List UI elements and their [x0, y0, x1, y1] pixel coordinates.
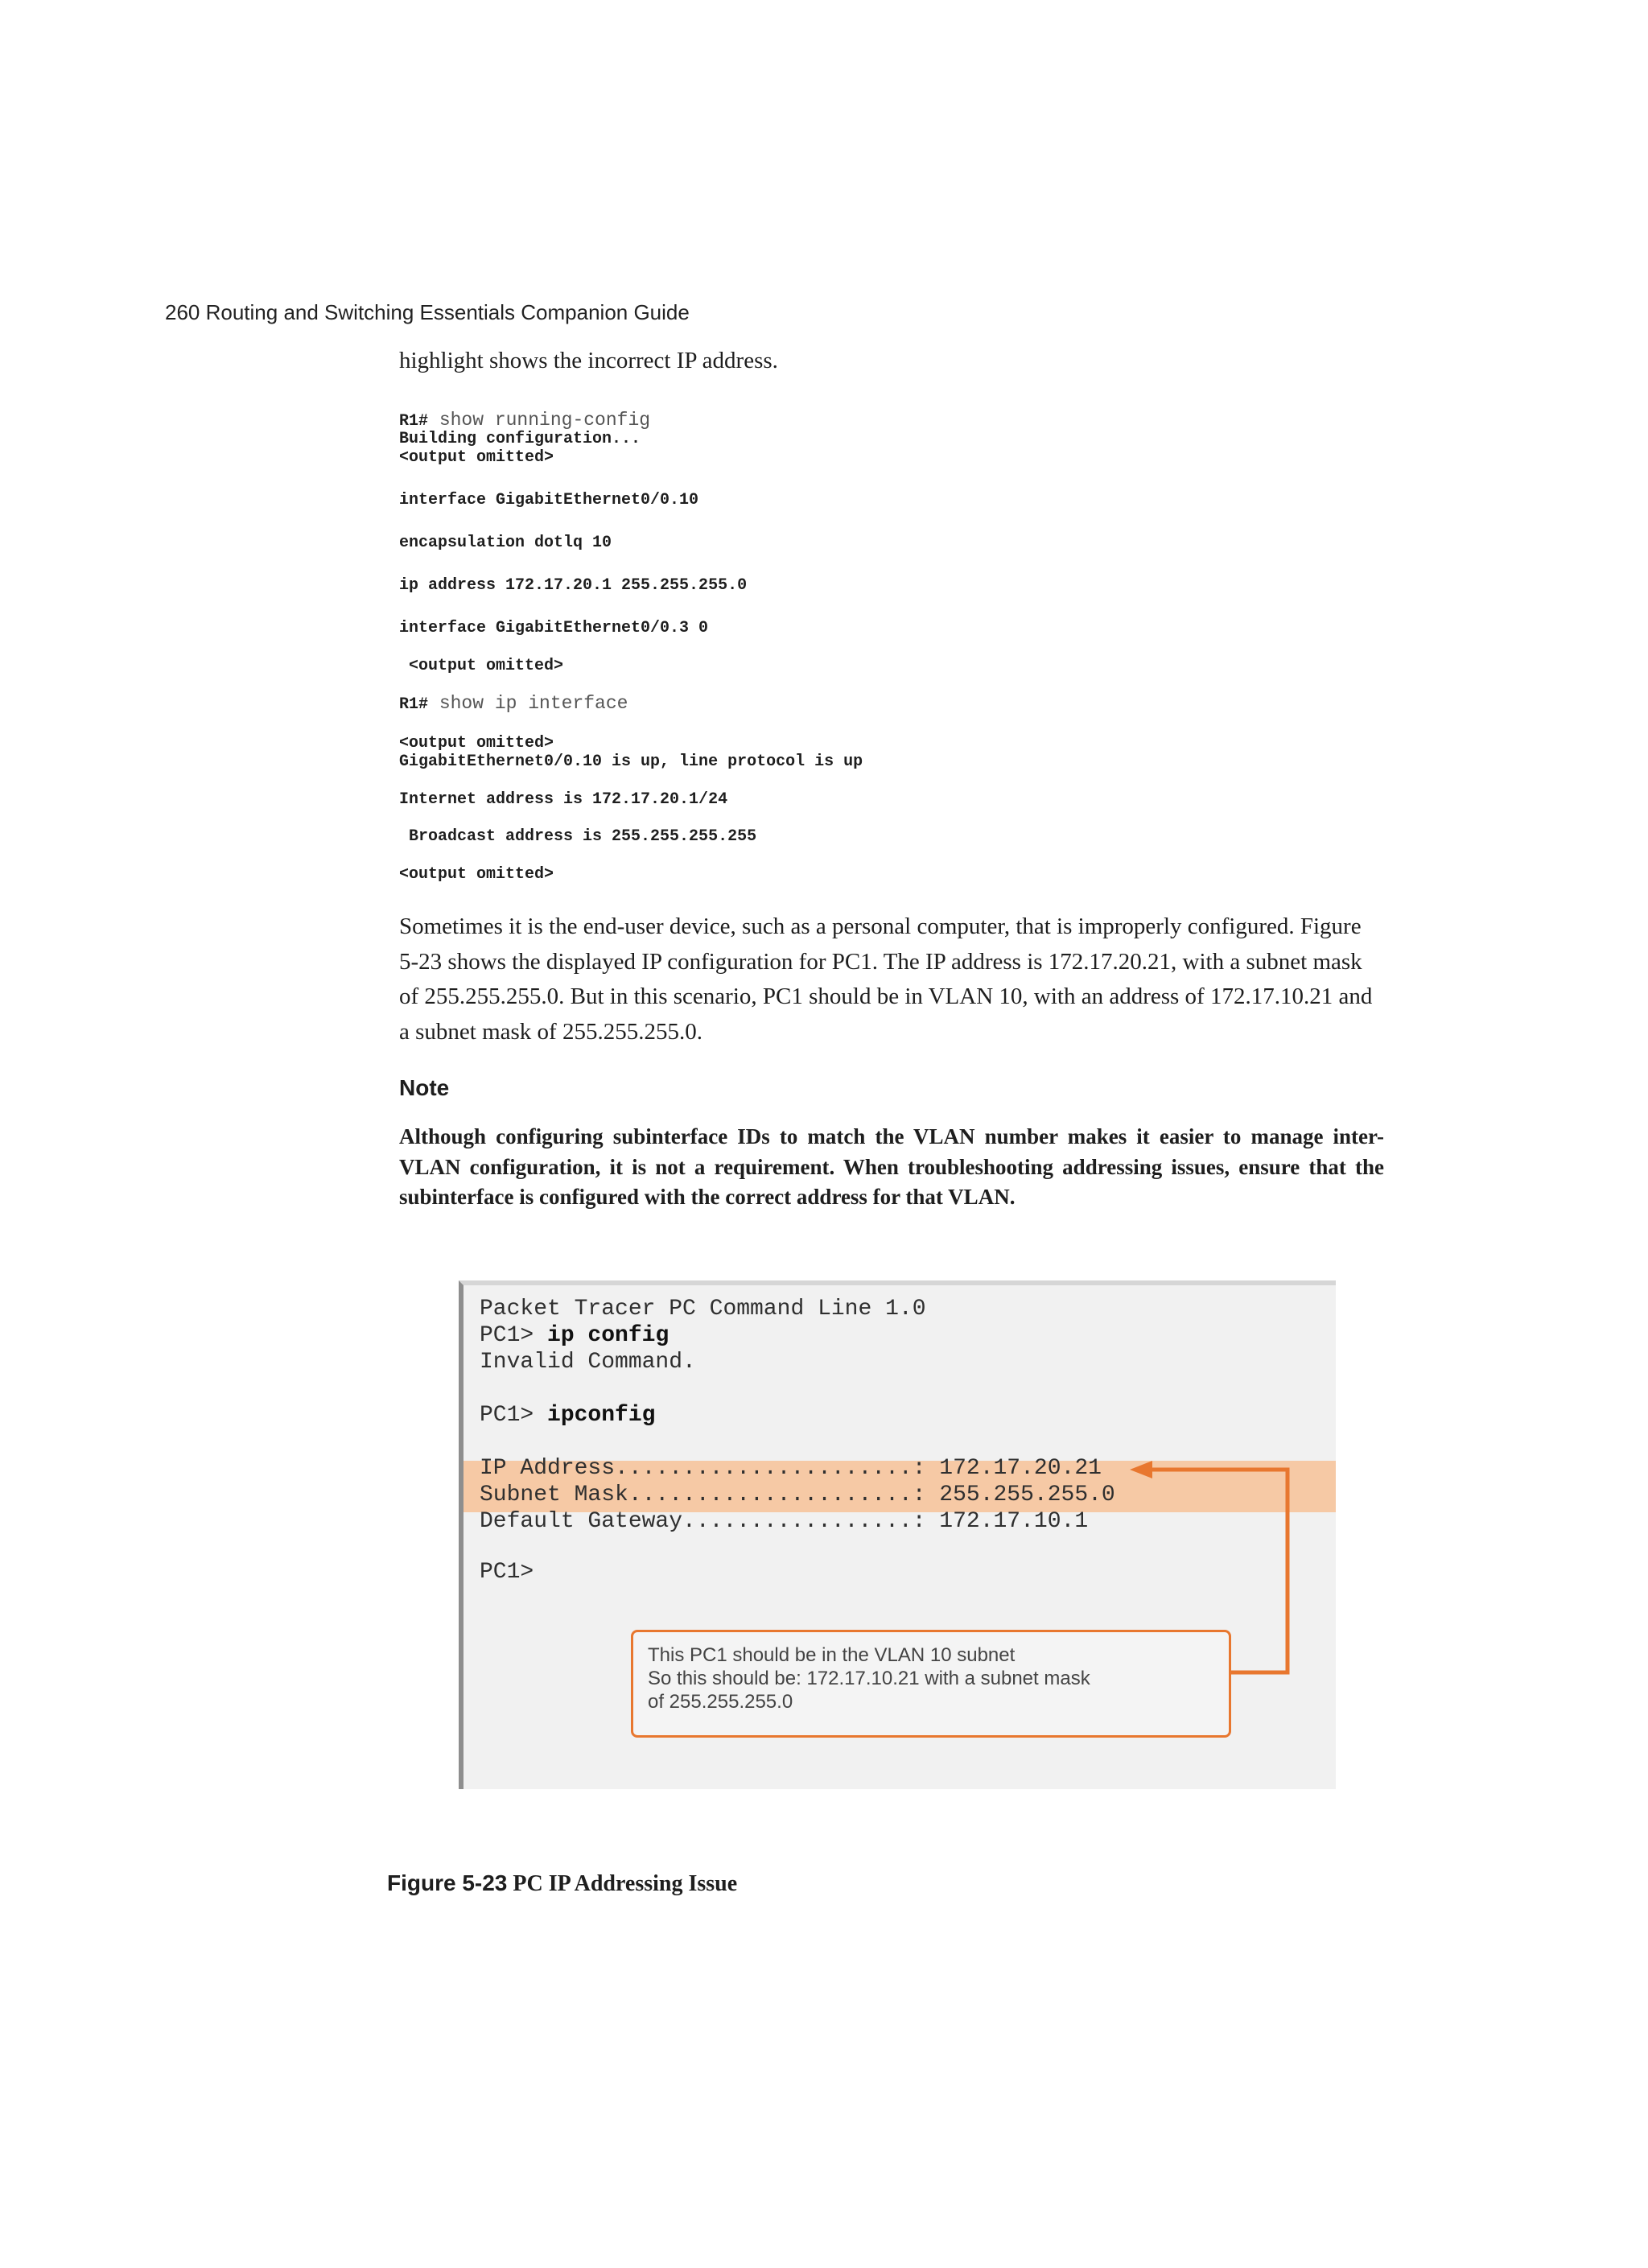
code-line-3: <output omitted>	[399, 448, 554, 467]
terminal-line: PC1>	[480, 1560, 534, 1585]
running-head: 260 Routing and Switching Essentials Companion Guide	[165, 300, 690, 324]
body-paragraph: Sometimes it is the end-user device, such as a personal computer, that is improperly configured. Figure 5-23 shows the displayed IP configuration for PC1. The IP address is 172.17.20.21, with a subnet mask of 255.255.255.0. But in this scenario, PC1 should be in VLAN 10, with an address of 172.17.10.21 and a subnet mask of 255.255.255.0.	[399, 913, 1373, 1045]
terminal-prompt: PC1>	[480, 1403, 548, 1428]
note-heading: Note	[399, 1075, 450, 1100]
code-line-13: Broadcast address is 255.255.255.255	[399, 827, 757, 846]
code-line-7: interface GigabitEthernet0/0.3 0	[399, 619, 709, 637]
terminal-screenshot	[459, 1280, 1336, 1789]
terminal-command: ip config	[547, 1323, 670, 1348]
subnet-mask-line: Subnet Mask.....................: 255.255.255.0	[480, 1482, 1115, 1507]
code-command: show running-config	[428, 410, 651, 431]
code-line-10: <output omitted>	[399, 734, 554, 753]
figure-caption	[387, 1870, 737, 1897]
default-gateway-line: Default Gateway.................: 172.17.10.1	[480, 1509, 1089, 1534]
code-line-6: ip address 172.17.20.1 255.255.255.0	[399, 576, 748, 595]
ip-address-line: IP Address......................: 172.17.20.21	[480, 1456, 1102, 1481]
code-line-1	[399, 410, 650, 431]
code-prompt: R1#	[399, 695, 429, 714]
callout-box	[631, 1630, 1231, 1738]
code-line-12: Internet address is 172.17.20.1/24	[399, 790, 728, 809]
code-listing	[399, 410, 1384, 893]
code-line-5: encapsulation dotlq 10	[399, 534, 612, 552]
callout-line: So this should be: 172.17.10.21 with a subnet mask	[648, 1668, 1090, 1689]
terminal-line: Invalid Command.	[480, 1350, 696, 1375]
figure-label: Figure 5-23	[387, 1870, 508, 1895]
callout-line: of 255.255.255.0	[648, 1691, 793, 1713]
callout-line: This PC1 should be in the VLAN 10 subnet	[648, 1644, 1016, 1666]
code-line-2: Building configuration...	[399, 430, 641, 448]
code-line-8: <output omitted>	[399, 657, 564, 675]
terminal-prompt: PC1>	[480, 1323, 548, 1348]
code-line-11: GigabitEthernet0/0.10 is up, line protocol is up	[399, 753, 863, 771]
intro-text: highlight shows the incorrect IP address.	[399, 348, 778, 373]
code-line-9	[399, 694, 628, 715]
code-prompt: R1#	[399, 412, 429, 431]
figure-title: PC IP Addressing Issue	[507, 1871, 738, 1896]
terminal-line: Packet Tracer PC Command Line 1.0	[480, 1297, 926, 1322]
code-line-4: interface GigabitEthernet0/0.10	[399, 491, 699, 509]
code-line-14: <output omitted>	[399, 865, 554, 884]
code-command: show ip interface	[428, 693, 628, 714]
note-body: Although configuring subinterface IDs to match the VLAN number makes it easier to manage inter-VLAN configuration, it is not a requirement. When troubleshooting addressing issues, ensure that the subinterface is configured with the correct address for that VLAN.	[399, 1124, 1384, 1209]
terminal-command: ipconfig	[547, 1403, 656, 1428]
